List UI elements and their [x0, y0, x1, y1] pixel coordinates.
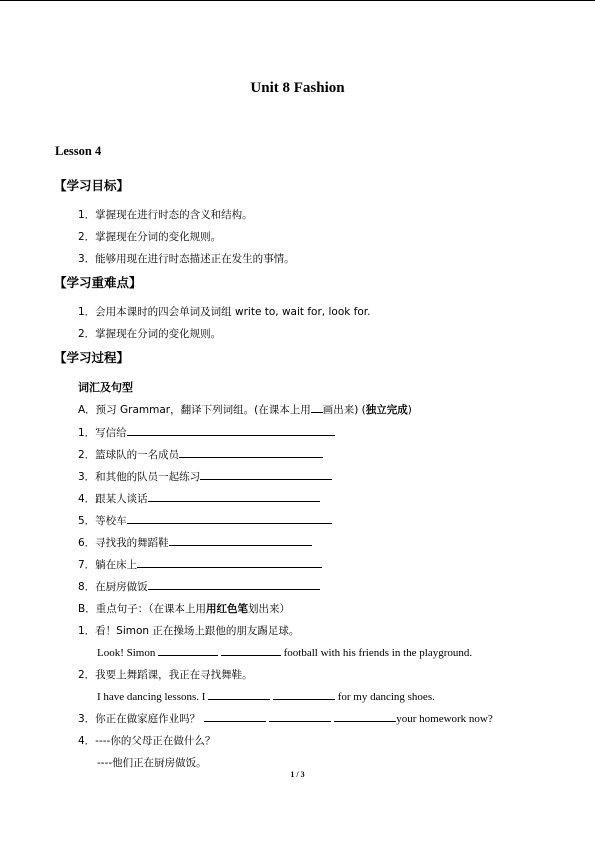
part-a-mid: 画出来) (: [322, 404, 366, 416]
part-a-instruction: [78, 402, 412, 417]
sentence-cn: ----他们正在厨房做饭。: [97, 757, 207, 769]
phrase-item: 7．躺在床上: [78, 557, 322, 572]
keypoint-item: 1．会用本课时的四会单词及词组 write to, wait for, look for.: [78, 306, 371, 318]
sentence-cn: 2．我要上舞蹈课，我正在寻找舞鞋。: [78, 669, 253, 681]
keypoint-item: 2．掌握现在分词的变化规则。: [78, 328, 222, 340]
phrase-item: 2．篮球队的一名成员: [78, 447, 323, 462]
phrase-item: 8．在厨房做饭: [78, 579, 320, 594]
section-keypoints-heading: 【学习重难点】: [54, 275, 142, 290]
page-title: Unit 8 Fashion: [250, 80, 345, 96]
sentence-en: I have dancing lessons. I for my dancing shoes.: [97, 691, 435, 703]
lesson-heading: Lesson 4: [55, 144, 102, 158]
section-goals-heading: 【学习目标】: [54, 178, 130, 193]
part-a-prefix: A．预习 Grammar，翻译下列词组。(在课本上用: [78, 404, 311, 416]
phrase-item: 4．跟某人谈话: [78, 491, 320, 506]
answer-blank[interactable]: [204, 711, 266, 722]
answer-blank[interactable]: [221, 645, 281, 656]
page-top-rule: [0, 0, 595, 1]
answer-blank[interactable]: [273, 689, 335, 700]
section-process-heading: 【学习过程】: [54, 350, 130, 365]
sentence-cn: 4．----你的父母正在做什么？: [78, 735, 216, 747]
answer-blank[interactable]: [169, 535, 312, 546]
answer-blank[interactable]: [127, 425, 335, 436]
answer-blank[interactable]: [137, 557, 322, 568]
answer-blank[interactable]: [200, 469, 332, 480]
answer-blank[interactable]: [179, 447, 323, 458]
answer-blank[interactable]: [158, 645, 218, 656]
sentence-cn: 3．你正在做家庭作业吗？ your homework now?: [78, 713, 493, 725]
answer-blank[interactable]: [148, 491, 320, 502]
sentence-cn: 1．看！Simon 正在操场上跟他的朋友踢足球。: [78, 625, 300, 637]
answer-blank[interactable]: [334, 711, 396, 722]
goal-item: 1．掌握现在进行时态的含义和结构。: [78, 209, 253, 221]
vocab-subheading: 词汇及句型: [78, 381, 133, 394]
part-a-suffix: ): [407, 404, 412, 416]
goal-item: 2．掌握现在分词的变化规则。: [78, 231, 222, 243]
goal-item: 3．能够用现在进行时态描述正在发生的事情。: [78, 253, 295, 265]
page-number: 1 / 3: [290, 770, 305, 779]
sentence-en: Look! Simon football with his friends in the playground.: [97, 647, 473, 659]
part-b-instruction: B．重点句子：（在课本上用用红色笔划出来）: [78, 603, 290, 615]
answer-blank[interactable]: [148, 579, 320, 590]
answer-blank[interactable]: [127, 513, 332, 524]
answer-blank[interactable]: [269, 711, 331, 722]
phrase-item: 3．和其他的队员一起练习: [78, 469, 332, 484]
phrase-item: 5．等校车: [78, 513, 332, 528]
answer-blank[interactable]: [208, 689, 270, 700]
part-b-emphasis: 用红色笔: [205, 603, 248, 615]
underline-mark: [311, 402, 323, 413]
phrase-item: 6．寻找我的舞蹈鞋: [78, 535, 312, 550]
phrase-item: 1．写信给: [78, 425, 335, 440]
part-a-emphasis: 独立完成: [365, 404, 408, 416]
